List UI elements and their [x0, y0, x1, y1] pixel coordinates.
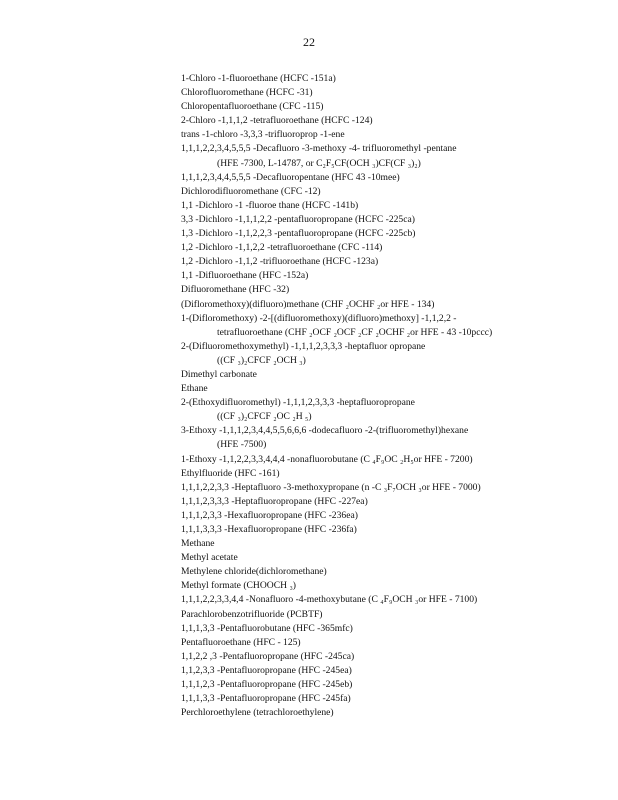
chemical-entry: 2-(Difluoromethoxymethyl) -1,1,1,2,3,3,3 -heptafluor opropane: [181, 340, 426, 352]
chemical-entry: Ethylfluoride (HFC -161): [181, 467, 280, 479]
chemical-entry: 1,1,1,2,3,3,3 -Heptafluoropropane (HFC -227ea): [181, 495, 368, 507]
chemical-entry-continuation: ((CF ₃)₂CFCF ₂OC ₂H ₅): [217, 411, 312, 423]
chemical-entry: Pentafluoroethane (HFC - 125): [181, 636, 301, 648]
chemical-entry-continuation: tetrafluoroethane (CHF ₂OCF ₂OCF ₂CF ₂OCHF ₂or HFE - 43 -10pccc): [217, 326, 493, 338]
chemical-entry: 1,1,1,2,2,3,4,5,5,5 -Decafluoro -3-methoxy -4- trifluoromethyl -pentane: [181, 143, 457, 155]
chemical-entry: Perchloroethylene (tetrachloroethylene): [181, 707, 334, 719]
chemical-entry: Chloropentafluoroethane (CFC -115): [181, 101, 324, 113]
chemical-entry: Methyl acetate: [181, 552, 238, 564]
chemical-entry: 1,1,1,3,3 -Pentafluorobutane (HFC -365mfc): [181, 622, 353, 634]
chemical-entry: 1,1,1,3,3,3 -Hexafluoropropane (HFC -236fa): [181, 524, 357, 535]
chemical-entry: 1,2 -Dichloro -1,1,2 -trifluoroethane (HCFC -123a): [181, 256, 379, 268]
chemical-entry: 1-Chloro -1-fluoroethane (HCFC -151a): [181, 73, 336, 84]
chemical-entry: 1,1,1,2,2,3,3,4,4 -Nonafluoro -4-methoxybutane (C ₄F₉OCH ₃or HFE - 7100): [181, 594, 478, 606]
chemical-entry: 1,1 -Difluoroethane (HFC -152a): [181, 270, 309, 282]
chemical-entry: 1,2 -Dichloro -1,1,2,2 -tetrafluoroethane (CFC -114): [181, 242, 383, 254]
chemical-entry: Methylene chloride(dichloromethane): [181, 566, 327, 578]
page-number: 22: [303, 35, 315, 49]
chemical-entry: Dimethyl carbonate: [181, 368, 257, 380]
chemical-entry: trans -1-chloro -3,3,3 -trifluoroprop -1-ene: [181, 129, 345, 141]
chemical-entry: 1,1,2,3,3 -Pentafluoropropane (HFC -245ea): [181, 664, 352, 676]
chemical-entry: Parachlorobenzotrifluoride (PCBTF): [181, 608, 323, 620]
chemical-entry: 2-(Ethoxydifluoromethyl) -1,1,1,2,3,3,3 -heptafluoropropane: [181, 397, 415, 409]
chemical-entry: Ethane: [181, 383, 208, 395]
chemical-entry: 1-(Difloromethoxy) -2-[(difluoromethoxy)(difluoro)methoxy] -1,1,2,2 -: [181, 312, 457, 324]
chemical-entry-continuation: (HFE -7500): [217, 439, 267, 451]
chemical-entry: 1,1 -Dichloro -1 -fluoroe thane (HCFC -141b): [181, 199, 359, 211]
chemical-entry: Dichlorodifluoromethane (CFC -12): [181, 185, 321, 197]
chemical-entry: 1,1,1,2,3,4,4,5,5,5 -Decafluoropentane (HFC 43 -10mee): [181, 171, 400, 183]
chemical-entry: Methane: [181, 538, 215, 550]
chemical-entry: 1,1,1,3,3 -Pentafluoropropane (HFC -245fa): [181, 693, 351, 705]
chemical-entry: 2-Chloro -1,1,1,2 -tetrafluoroethane (HCFC -124): [181, 115, 373, 127]
chemical-list: [181, 72, 601, 720]
chemical-entry: 1,3 -Dichloro -1,1,2,2,3 -pentafluoropropane (HCFC -225cb): [181, 228, 416, 240]
chemical-entry: 1,1,1,2,3,3 -Hexafluoropropane (HFC -236ea): [181, 509, 358, 521]
chemical-entry: 1,1,2,2 ,3 -Pentafluoropropane (HFC -245ca): [181, 650, 355, 662]
chemical-entry: Chlorofluoromethane (HCFC -31): [181, 87, 313, 99]
chemical-entry: Methyl formate (CHOOCH ₃): [181, 580, 296, 592]
chemical-entry: 1,1,1,2,3 -Pentafluoropropane (HFC -245eb): [181, 679, 353, 691]
chemical-entry: 1-Ethoxy -1,1,2,2,3,3,4,4,4 -nonafluorobutane (C ₄F₉OC ₂H₅or HFE - 7200): [181, 453, 473, 465]
chemical-entry: (Difloromethoxy)(difluoro)methane (CHF ₂OCHF ₂or HFE - 134): [181, 298, 435, 310]
chemical-entry-continuation: ((CF ₃)₂CFCF ₂OCH ₃): [217, 354, 306, 366]
chemical-entry-continuation: (HFE -7300, L-14787, or C₂F₅CF(OCH ₃)CF(CF ₃)₂): [217, 157, 421, 169]
chemical-entry: 1,1,1,2,2,3,3 -Heptafluoro -3-methoxypropane (n -C ₃F₇OCH ₃or HFE - 7000): [181, 481, 481, 493]
chemical-entry: 3-Ethoxy -1,1,1,2,3,4,4,5,5,6,6,6 -dodecafluoro -2-(trifluoromethyl)hexane: [181, 425, 469, 437]
chemical-entry: 3,3 -Dichloro -1,1,1,2,2 -pentafluoropropane (HCFC -225ca): [181, 213, 415, 225]
chemical-entry: Difluoromethane (HFC -32): [181, 284, 290, 296]
